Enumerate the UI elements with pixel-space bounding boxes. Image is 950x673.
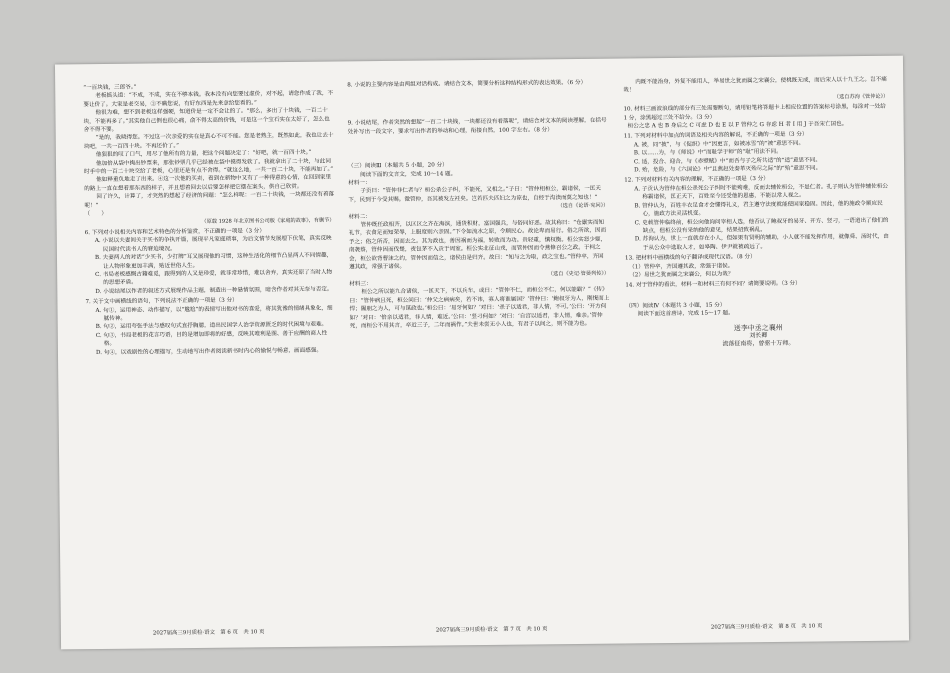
question-11: 11. 下列对材料中加点的词语及相关内容的解说，不正确的一项是（3 分） <box>623 132 808 140</box>
page-footer: 2027届高三9月质检·语文 第 7 页 共 10 页 <box>435 626 548 634</box>
text-line: 回了许久，计算了，才突然的想起了经济的问题：“怎么样呢：一百二十块钱，一块都还没有着落呢！” <box>84 191 335 209</box>
page-7-column <box>347 79 610 331</box>
poem-title: 送李中丞之襄州 <box>733 323 783 332</box>
page-6-column <box>83 82 336 358</box>
section-intro: 阅读下面的文言文，完成 10～14 题。 <box>360 170 457 178</box>
poem-line: 流落征南将，曾驱十万师。 <box>722 340 795 348</box>
blank-placeholder: （ ） <box>84 211 107 218</box>
question-12: 12. 下列对材料有关内容的理解，不正确的一项是（3 分） <box>624 176 769 184</box>
option-b: B. 句②，运用夸张手法与感叹句式直抒胸臆，道出民国学人治学资源匮乏的时代困境与艰难。 <box>95 321 328 331</box>
option-a: A. 小说以夫妻间关于买书的争执开篇，展现平凡家庭琐事，为后文情节发展埋下伏笔，真实反映民国时代读书人的窘迫境况。 <box>94 235 332 253</box>
exam-sheet <box>55 56 909 650</box>
option-c: C. 史载管仲临终前，桓公向他询问宰相人选，他否认了鲍叔牙的易牙、开方、竖刁，一语道出了他们的缺点，但桓公没有采纳他的意见，结果招致祸乱。 <box>634 217 889 235</box>
section-heading: （四）阅读Ⅳ（本题共 3 小题，15 分） <box>625 302 726 310</box>
material-1-title: 材料一： <box>348 180 371 187</box>
poem-author: 刘长卿 <box>749 331 768 340</box>
section-intro: 阅读下面这首唐诗，完成 15～17 题。 <box>637 310 734 318</box>
question-13: 13. 把材料中画横线的句子翻译成现代汉语。（8 分） <box>624 254 756 262</box>
text-line: “一百块钱，三郎爷。” <box>83 84 137 92</box>
text-line: 他很为难，想不到老板这样强硬，知道价是一定不会让的了。“那么，多出了十块钱，一百二十块，不能再多了。”其实他自己倒也很心痛，俞不得太高的价钱，可是这一个宝石实在太好了，怎么也舍不得不要。 <box>83 107 330 134</box>
option-b: B. 管仲认为，百姓丰衣足食才会懂得礼义，君主遵守法度就能使国家稳固。因此，他的施政令顺应民心，施政方法灵活机变。 <box>634 200 883 218</box>
question-13-part-1: （1）管仲卒，齐国遵其政，常强于诸侯。 <box>629 262 734 270</box>
text-line: 他如释重负地走了出来。④这一次他的买卖，看到在新物中又有了一种得意的心情，在回到家里的路上一直在想着那东西的样子，并且想着回去以后要怎样把它摆在案头，供自己欣赏。 <box>84 175 332 193</box>
option-b: B. 以……为，与《师说》中“而耻学于师”的“耻”用法不同。 <box>633 149 782 157</box>
material-3-source: （选自苏洵《管仲论》） <box>833 93 889 101</box>
material-1-source: （选自《论语·宪问》） <box>557 202 609 210</box>
option-d: D. 句④，以戏剧性的心理描写，生动地写出作者阅读新书时内心的愉悦与畅意，画面感强。 <box>95 347 322 356</box>
page-8-column <box>623 76 891 351</box>
question-6: 6. 下列对小说相关内容和艺术特色的分析鉴赏，不正确的一项是（3 分） <box>84 228 266 237</box>
page-footer: 2027届高三9月质检·语文 第 6 页 共 10 页 <box>152 629 265 637</box>
option-b: B. 夫妻两人的对话“少买书，少打牌”耳又展现他的习惯，这种生活化的细节凸显两人不同情趣，让人物形象更加丰满，贴近世俗人生。 <box>94 252 333 270</box>
option-a: A. 子贡认为管仲在桓公杀死公子纠时不能殉难，反而去辅佐桓公，不是仁者。孔子则认为管仲辅佐桓公称霸诸侯，匡正天下，百姓至今还受他的恩惠，不能以常人视之。 <box>634 183 889 201</box>
option-c: C. 适，投合、迎合，与《赤壁赋》中“而吾与子之所共适”的“适”意思不同。 <box>633 157 821 166</box>
material-1-text: 子贡曰：“管仲非仁者与？桓公杀公子纠，不能死，又相之。”子曰：“管仲相桓公，霸诸侯，一匡天下，民到于今受其赐。微管仲，吾其被发左衽矣。岂若匹夫匹妇之为谅也，自经于沟渎而莫之知也！” <box>348 186 602 204</box>
text-line: 他狠狠的叹了口气，用尽了他所有的力量，把这个问题决定了：“好吧，就一百四十块。” <box>95 150 312 159</box>
sentence-break-line: 桓公之忠 A 也 B 身后之 C 可虑 D 也 E 以 F 管仲之 G 存虑 H 者 I 用 J 于吾宋亡国也。 <box>627 121 848 130</box>
question-14: 14. 对于管仲的看法，材料一和材料三有何不同？请简要说明。（3 分） <box>625 281 801 289</box>
material-3-text: 桓公之所以能九合诸侯，一匡天下，不以兵车。或曰：“管仲不仁，而桓公不仁，何以能霸？”《传》曰：“管仲病且死，桓公问曰：‘仲父之病病矣，若不讳，寡人将谁属国？’管仲曰：‘鲍叔牙为人，刚愎而上悍；隰朋之为人，可与谋政也。’桓公曰：‘易牙何如？’对曰：‘杀子以适君，非人情，不可。’公曰：‘开方何如？’对曰：‘倍亲以适君，非人情，难近。’公曰：‘竖刁何如？’对曰：‘自宫以适君，非人情，难亲。’管仲死，而桓公不用其言，卒近三子，二年而祸作。”夫世未尝无小人也，有君子以间之，则不能为也。 <box>349 286 610 330</box>
material-2-text: 管仲既任政相齐，以区区之齐在海滨，通货积财，富国强兵，与俗同好恶。故其称曰：“仓廪实而知礼节，衣食足而知荣辱，上服度则六亲固。”下令如流水之原，令顺民心。故论卑而易行。俗之所欲，因而予之；俗之所否，因而去之。其为政也，善因祸而为福，转败而为功。贵轻重，慎权衡。桓公实怒少姬，南袭蔡，管仲因而伐楚，责包茅不入贡于周室。桓公实北征山戎，而管仲因而令燕修召公之政。于柯之会，桓公欲背曹沫之约，管仲因而信之，诸侯由是归齐。故曰：“知与之为取，政之宝也。”管仲卒，齐国遵其政，常强于诸侯。 <box>348 219 607 271</box>
option-a: A. 被，同“披”，与《促织》中“因更言，如被冰雪”的“被”意思不同。 <box>633 140 805 149</box>
question-9: 9. 小说结尾，作者突然的想起“一百二十块钱，一块都还没有着落呢”，请结合对文本的阅读理解，在括号处补写出一段文字，要求写出作者的举动和心理，衔接自然，100 字左右。（8 分） <box>347 118 607 136</box>
question-8: 8. 小说的主要内容是由两组对话构成。请结合文本，简要分析这种结构形式的表达效果。（6 分） <box>347 79 587 89</box>
material-2-source: （选自《史记·管晏列传》） <box>547 270 610 277</box>
option-a: A. 句①，运用神态、动作描写，以“尴尬”的表情写出他对书的喜爱，将其犹豫的情绪具象化，细腻传神。 <box>95 305 333 322</box>
material-2-title: 材料二： <box>348 213 371 221</box>
question-13-part-2: （2）易世之犹而属之宋襄公，何以为哉？ <box>629 271 734 279</box>
material-3-continued: 内既不能治身，外复不能用人，举易世之犹而属之宋襄公，使桃既无成，而后宋人以十九王之。岂不痛哉！ <box>623 76 887 94</box>
source-note: （原载 1928 年北京图书公司版《家庭的故事》，有删节） <box>201 217 335 225</box>
text-line: “是的，我晓得您。不过这一次亲爱的实在是真心不可不能。您是老熟主，既然如此，我也让去十块吧，一共一百四十块。不再还价了。” <box>83 132 334 151</box>
question-7: 7. 关于文中画横线的语句，下列说法不正确的一项是（3 分） <box>85 297 238 306</box>
text-line: 老板摇头道：“不成，不成，实在不够本钱。我本没有向您要过虚价，对不起，请您作成了我，不要让价了。大家是老交易，③不瞒您说，有好东西是先来拿给您看的。” <box>83 90 334 108</box>
section-heading: （三）阅读Ⅲ（本题共 5 小题，20 分） <box>348 162 448 170</box>
text-line: 他加倍从袋中掏出钞票来，那张钞票几乎已经被在袋中摸得发软了。我就拿出了二十块，与此同时手中的一百二十块交给了老板，心里还是有点不舍得。“就这么地，一共一百二十块，不能再加了。” <box>84 158 334 176</box>
option-d: D. 殆，危险，与《六国论》中“且燕赵处秦革灭殆尽之际”的“殆”意思不同。 <box>634 165 822 174</box>
question-10: 10. 材料三画波浪线的部分有三处需要断句，请用铅笔将答题卡上相应位置的答案标号涂黑，每涂对一处给 1 分，涂黑超过三处不给分。（3 分） <box>623 103 886 122</box>
material-3-title: 材料三： <box>349 281 372 288</box>
option-c: C. 句③，书局老板的花言巧语，目的是增加即将的好感，反映其唯利是图、善于应酬的商人性格。 <box>95 330 328 348</box>
option-c: C. 书局老板感慨古籍难觅，跟得到的人又是珍爱，就非常珍惜，难以舍弃，真实还原了当时人物的思想矛盾。 <box>95 269 333 287</box>
page-footer: 2027届高三9月质检·语文 第 8 页 共 10 页 <box>710 623 823 631</box>
option-d: D. 小说结尾以作者的叙述方式展现作品主题，制造出一种悬情氛围，暗含作者对其无奈与否定。 <box>95 286 333 295</box>
option-d: D. 苏洵认为，世上一直就存在小人，但如果有贤明的辅助，小人就不能发挥作用，就像舜、汤时代，由于从公众中选取人才，如皋陶、伊尹就被疏远了。 <box>634 234 889 252</box>
